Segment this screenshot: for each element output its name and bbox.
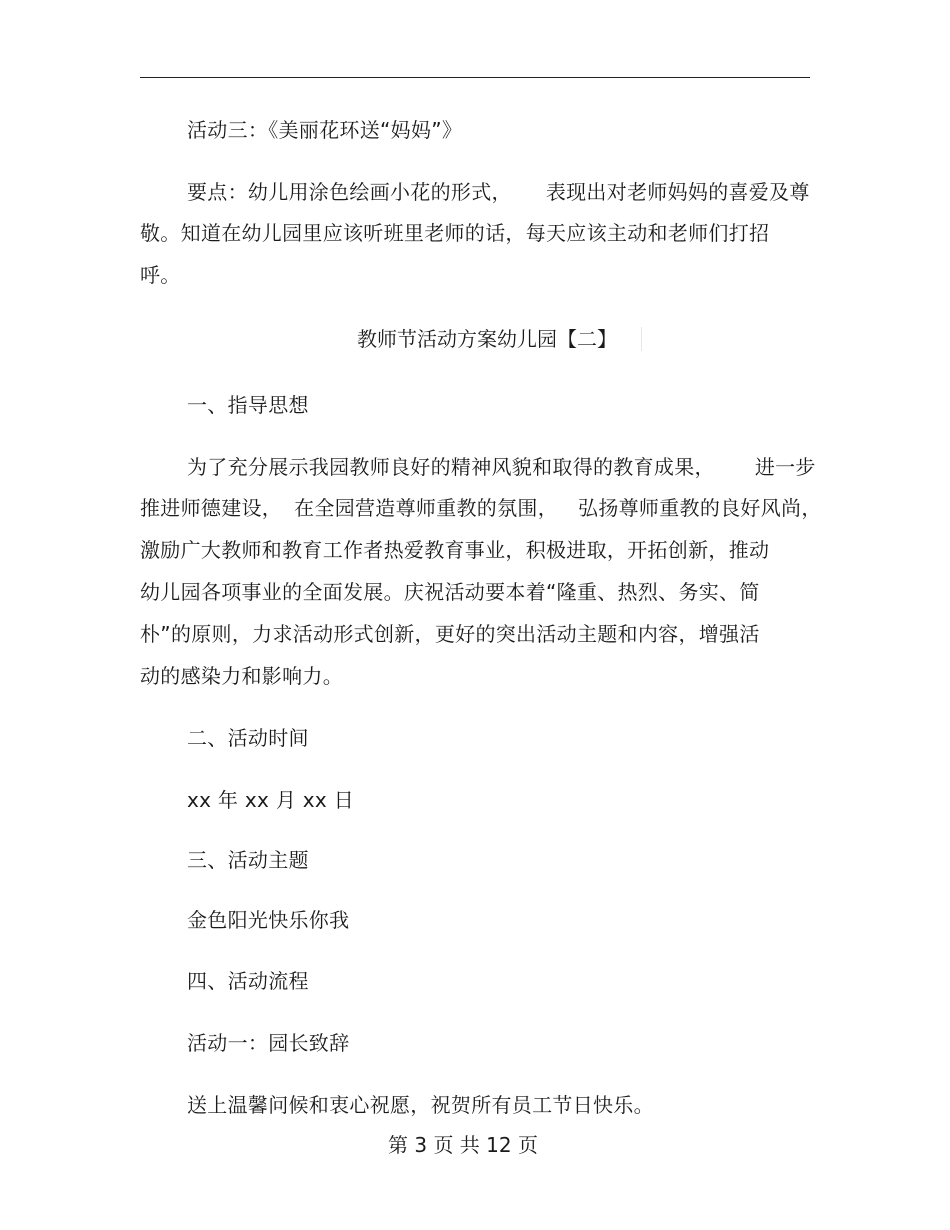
page-number: 第 3 页 共 12 页	[388, 1133, 538, 1157]
paragraph1-line-3: 激励广大教师和教育工作者热爱教育事业，积极进取，开拓创新，推动	[140, 538, 770, 562]
paragraph1-segment-2: 进一步	[754, 455, 816, 479]
heading-activity-time: 二、活动时间	[187, 726, 309, 750]
activity3-points-line-2: 敬。知道在幼儿园里应该听班里老师的话，每天应该主动和老师们打招	[140, 221, 770, 245]
paragraph1-line-2	[140, 496, 822, 520]
heading-activity-theme: 三、活动主题	[187, 848, 309, 872]
paragraph1-line-4: 幼儿园各项事业的全面发展。庆祝活动要本着“隆重、热烈、务实、简	[140, 580, 760, 604]
paragraph1-segment-4: 在全园营造尊师重教的氛围，	[294, 496, 559, 520]
paragraph1-segment-1: 为了充分展示我园教师良好的精神风貌和取得的教育成果，	[187, 455, 715, 479]
heading-activity-process: 四、活动流程	[187, 969, 309, 993]
paragraph1-segment-3: 推进师德建设，	[140, 496, 283, 520]
activity-date: xx 年 xx 月 xx 日	[187, 788, 355, 812]
activity3-heading: 活动三：《美丽花环送“妈妈”》	[187, 118, 463, 142]
activity3-points-line-1	[187, 180, 810, 204]
activity1-heading: 活动一：园长致辞	[187, 1031, 350, 1055]
activity1-text: 送上温馨问候和衷心祝愿，祝贺所有员工节日快乐。	[187, 1093, 654, 1117]
heading-guiding-thought: 一、指导思想	[187, 393, 309, 417]
activity-theme: 金色阳光快乐你我	[187, 908, 350, 932]
paragraph1-line-5: 朴”的原则，力求活动形式创新，更好的突出活动主题和内容，增强活	[140, 622, 760, 646]
paragraph1-line-6: 动的感染力和影响力。	[140, 664, 343, 688]
points-segment-2: 表现出对老师妈妈的喜爱及尊	[545, 180, 810, 204]
section-title: 教师节活动方案幼儿园【二】	[357, 327, 642, 351]
header-rule	[140, 77, 810, 78]
paragraph1-line-1	[187, 455, 816, 479]
activity3-points-line-3: 呼。	[140, 263, 181, 287]
paragraph1-segment-5: 弘扬尊师重教的良好风尚，	[578, 496, 822, 520]
points-segment-1: 要点：幼儿用涂色绘画小花的形式，	[187, 180, 512, 204]
